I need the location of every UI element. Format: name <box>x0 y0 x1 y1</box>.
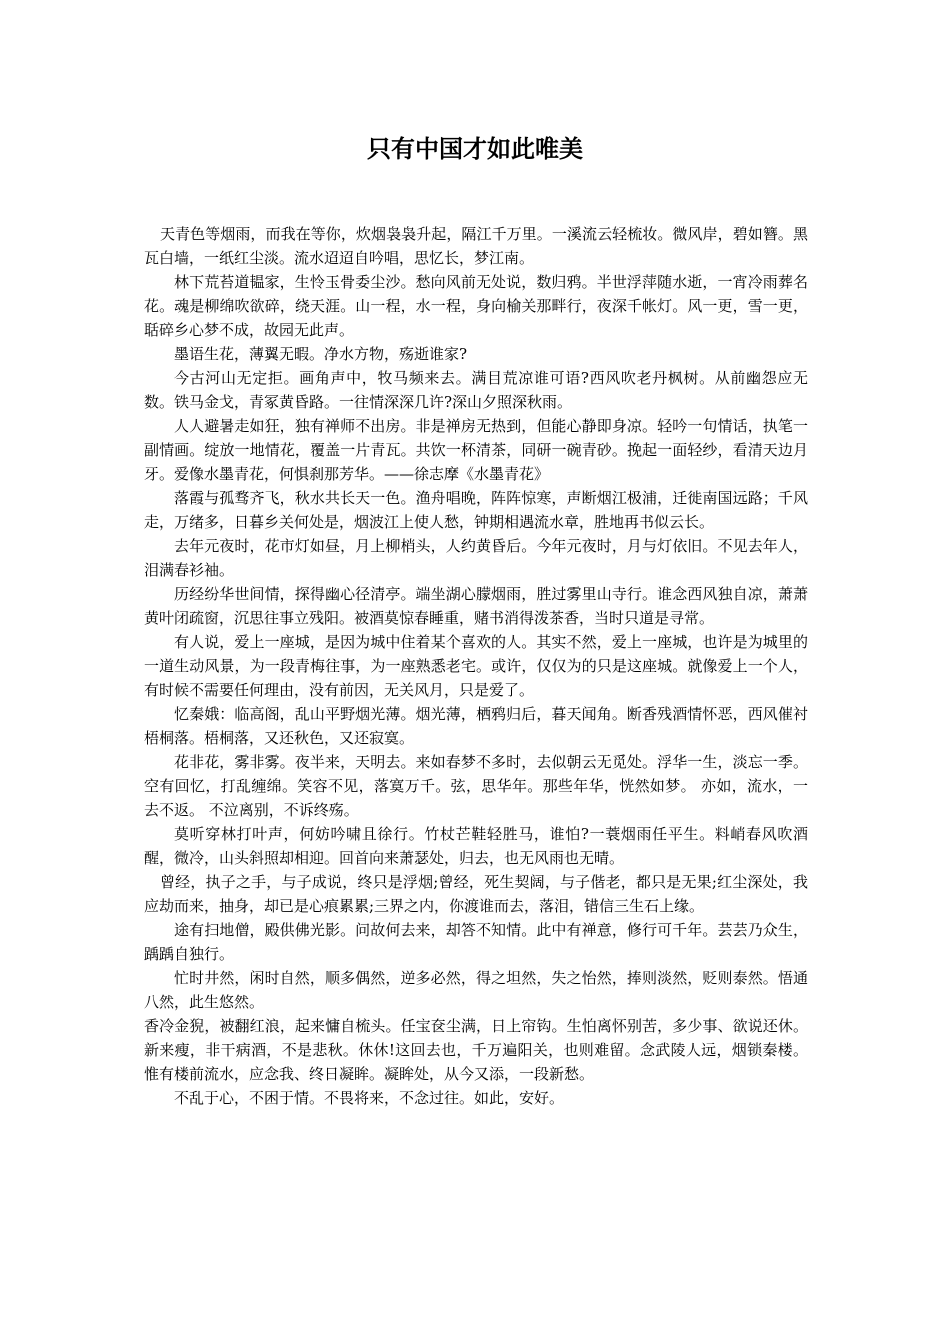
paragraph: 历经纷华世间情，探得幽心径清亭。端坐湖心朦烟雨，胜过雾里山寺行。谁念西风独自凉，萧萧黄叶闭疏窗，沉思往事立残阳。被酒莫惊春睡重，赌书消得泼茶香，当时只道是寻常。 <box>144 585 808 627</box>
paragraph: 有人说，爱上一座城，是因为城中住着某个喜欢的人。其实不然，爱上一座城，也许是为城里的一道生动风景，为一段青梅往事，为一座熟悉老宅。或许，仅仅为的只是这座城。就像爱上一个人，有时候不需要任何理由，没有前因，无关风月，只是爱了。 <box>144 633 808 699</box>
document-title: 只有中国才如此唯美 <box>367 135 583 163</box>
paragraph: 不乱于心，不困于情。不畏将来，不念过往。如此，安好。 <box>174 1089 565 1107</box>
paragraph: 去年元夜时，花市灯如昼，月上柳梢头，人约黄昏后。今年元夜时，月与灯依旧。不见去年人，泪满春衫袖。 <box>144 537 808 579</box>
paragraph: 途有扫地僧，殿供佛光影。问故何去来，却答不知情。此中有禅意，修行可千年。芸芸乃众生，踽踽自独行。 <box>144 921 808 963</box>
paragraph: 忆秦娥：临高阁，乱山平野烟光薄。烟光薄，栖鸦归后，暮天闻角。断香残酒情怀恶，西风催衬梧桐落。梧桐落，又还秋色，又还寂寞。 <box>144 705 808 747</box>
paragraph: 林下荒苔道韫家，生怜玉骨委尘沙。愁向风前无处说，数归鸦。半世浮萍随水逝，一宵冷雨葬名花。魂是柳绵吹欲碎，绕天涯。山一程，水一程，身向榆关那畔行，夜深千帐灯。风一更，雪一更，聒碎乡心梦不成，故园无此声。 <box>144 273 808 339</box>
paragraph: 天青色等烟雨，而我在等你，炊烟袅袅升起，隔江千万里。一溪流云轻梳妆。微风岸，碧如簪。黑瓦白墙，一纸红尘淡。流水迢迢自吟唱，思忆长，梦江南。 <box>144 225 808 267</box>
paragraph: 墨语生花，薄翼无暇。净水方物，殇逝谁家? <box>174 345 468 363</box>
paragraph: 花非花，雾非雾。夜半来，天明去。来如春梦不多时，去似朝云无觅处。浮华一生，淡忘一季。空有回忆，打乱缠绵。笑容不见，落寞万千。弦，思华年。那些年华，恍然如梦。 亦如，流水，一去不返。 不泣离别，不诉终殇。 <box>144 753 808 819</box>
paragraph: 今古河山无定拒。画角声中，牧马频来去。满目荒凉谁可语?西风吹老丹枫树。从前幽怨应无数。铁马金戈，青冢黄昏路。一往情深深几许?深山夕照深秋雨。 <box>144 369 808 411</box>
paragraph: 曾经，执子之手，与子成说，终只是浮烟;曾经，死生契阔，与子偕老，都只是无果;红尘深处，我应劫而来，抽身，却已是心痕累累;三界之内，你渡谁而去，落泪，错信三生石上缘。 <box>144 873 808 915</box>
paragraph: 莫听穿林打叶声，何妨吟啸且徐行。竹杖芒鞋轻胜马，谁怕?一蓑烟雨任平生。料峭春风吹酒醒，微冷，山头斜照却相迎。回首向来萧瑟处，归去，也无风雨也无晴。 <box>144 825 808 867</box>
document-body <box>144 222 808 1110</box>
paragraph: 忙时井然，闲时自然，顺多偶然，逆多必然，得之坦然，失之怡然，捧则淡然，贬则泰然。悟通八然，此生悠然。 <box>144 969 808 1011</box>
paragraph: 香冷金猊，被翻红浪，起来慵自梳头。任宝奁尘满，日上帘钩。生怕离怀别苦，多少事、欲说还休。新来瘦，非干病酒，不是悲秋。休休!这回去也，千万遍阳关，也则难留。念武陵人远，烟锁秦楼。惟有楼前流水，应念我、终日凝眸。凝眸处，从今又添，一段新愁。 <box>144 1017 808 1083</box>
paragraph: 落霞与孤骛齐飞，秋水共长天一色。渔舟唱晚，阵阵惊寒，声断烟江极浦，迁徙南国远路；千风走，万绪多，日暮乡关何处是，烟波江上使人愁，钟期相遇流水章，胜地再书似云长。 <box>144 489 808 531</box>
paragraph: 人人避暑走如狂，独有禅师不出房。非是禅房无热到，但能心静即身凉。轻吟一句情话，执笔一副情画。绽放一地情花，覆盖一片青瓦。共饮一杯清茶，同研一碗青砂。挽起一面轻纱，看清天边月牙。爱像水墨青花，何惧刹那芳华。——徐志摩《水墨青花》 <box>144 417 808 483</box>
